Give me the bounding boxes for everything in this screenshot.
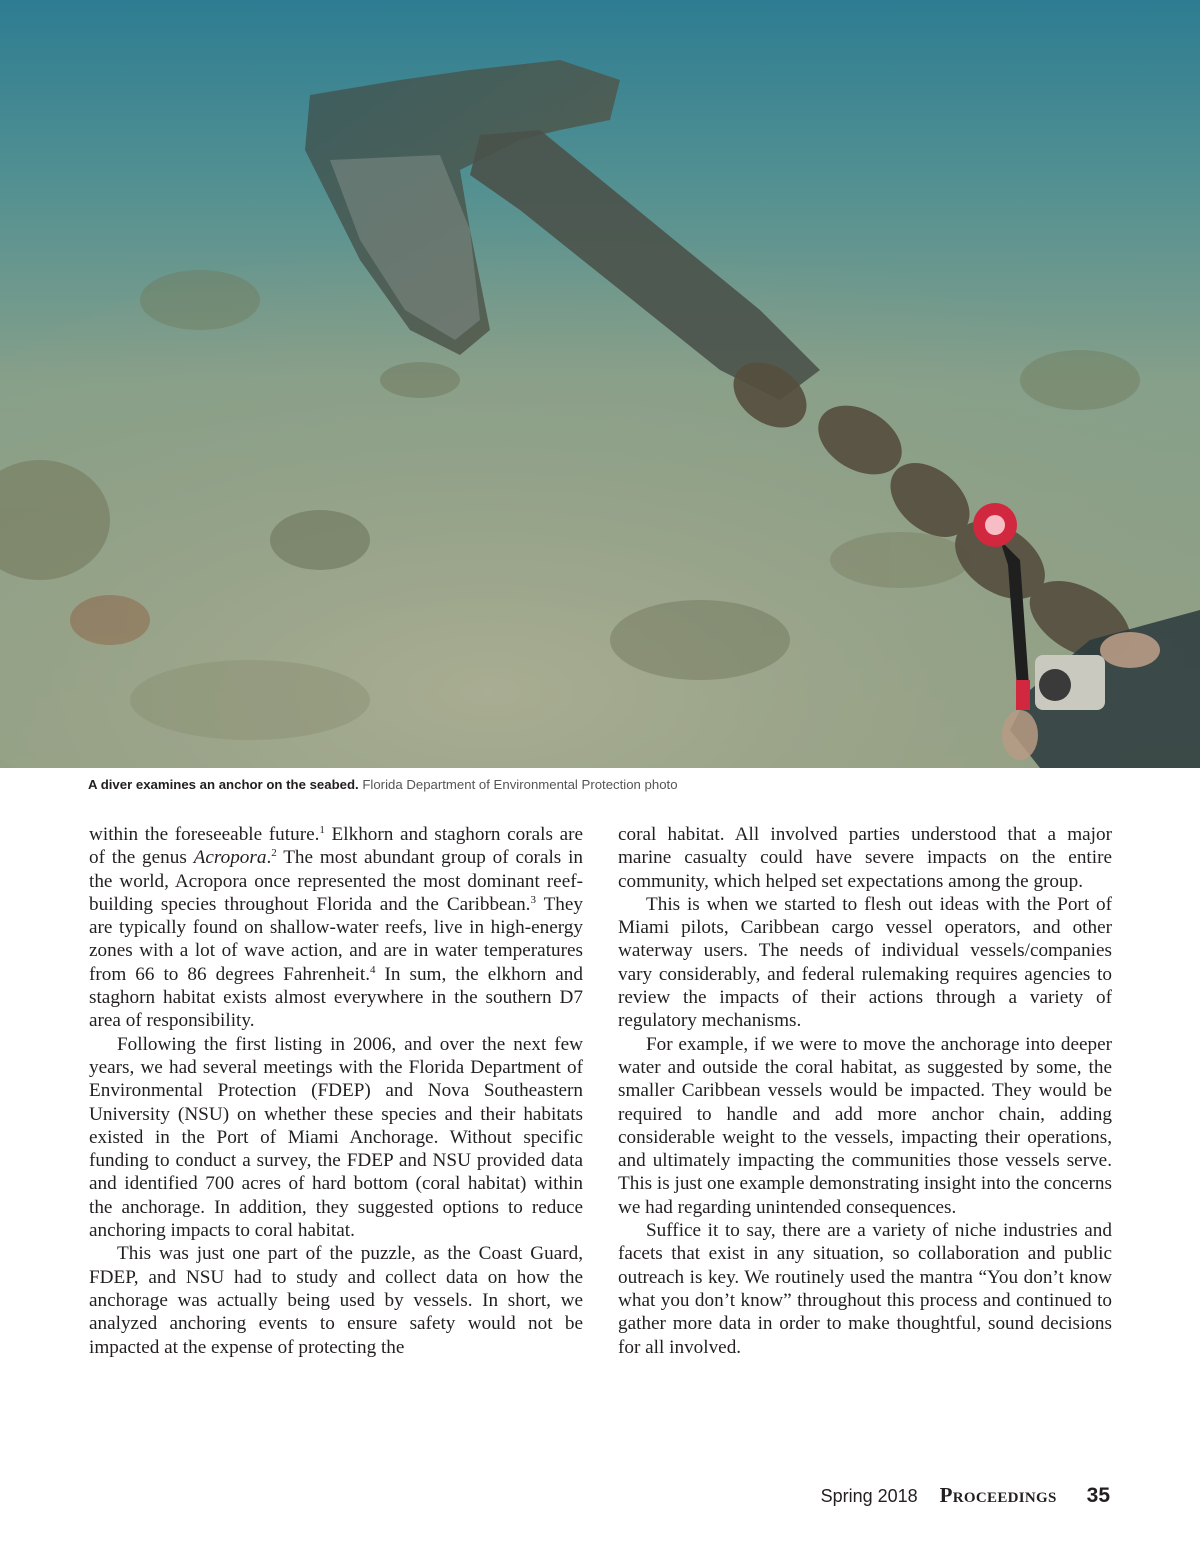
left-paragraph-2: Following the first listing in 2006, and over the next few years, we had several meetings with the Florida Department of Environmental Protection (FDEP) and Nova Southeastern University (NSU) on whether these species and their habitats existed in the Port of Miami Anchorage. Without specific funding to conduct a survey, the FDEP and NSU provided data and identified 700 acres of hard bottom (coral habitat) within the anchorage. In addition, they suggested options to reduce anchoring impacts to coral habitat. xyxy=(89,1033,583,1242)
text-run: Elkhorn and staghorn corals are of the genus xyxy=(89,824,584,869)
text-run: The most abundant group of corals in the world, Acropora once represented the most dominant reef-building species throughout Florida and the Caribbean. xyxy=(89,847,583,915)
footnote-ref: 1 xyxy=(319,824,325,836)
text-run: They are typically found on shallow-water reefs, live in high-energy zones with a lot of wave action, and are in water temperatures from 66 to 86 degrees Fahrenheit. xyxy=(89,893,584,985)
right-paragraph-2: This is when we started to flesh out ideas with the Port of Miami pilots, Caribbean cargo vessel operators, and other waterway users. The needs of individual vessels/companies vary considerably, and federal rulemaking requires agencies to review the impacts of their actions through a variety of regulatory mechanisms. xyxy=(618,893,1112,1032)
diver-hand xyxy=(1100,632,1160,668)
page-footer xyxy=(821,1483,1110,1507)
publication-name: Proceedings xyxy=(939,1483,1057,1507)
camera-lens xyxy=(1039,669,1071,701)
footnote-ref: 3 xyxy=(530,893,536,906)
camera-red-grip xyxy=(1016,680,1030,710)
right-column xyxy=(618,823,1112,1359)
left-paragraph-1 xyxy=(89,823,583,1033)
issue-date: Spring 2018 xyxy=(820,1486,918,1506)
text-run: . xyxy=(266,847,272,869)
right-paragraph-1: coral habitat. All involved parties understood that a major marine casualty could have severe impacts on the entire community, which helped set expectations among the group. xyxy=(618,824,1112,892)
left-column xyxy=(89,823,583,1359)
page-number: 35 xyxy=(1086,1484,1110,1507)
text-run: within the foreseeable future. xyxy=(89,824,320,845)
anchor-photo xyxy=(0,0,1200,768)
caption-text: A diver examines an anchor on the seabed. xyxy=(88,777,359,792)
diver-hand-left xyxy=(1002,710,1038,760)
right-paragraph-4: Suffice it to say, there are a variety of niche industries and facets that exist in any situation, so collaboration and public outreach is key. We routinely used the mantra “You don’t know what you don’t know” throughout this process and continued to gather more data in order to make thoughtful, sound decisions for all involved. xyxy=(618,1220,1112,1358)
figure-caption xyxy=(88,777,1148,793)
footnote-ref: 4 xyxy=(370,963,376,976)
text-run: In sum, the elkhorn and staghorn habitat exists almost everywhere in the southern D7 area of responsibility. xyxy=(89,963,583,1032)
genus-name: Acropora xyxy=(193,847,267,869)
photo-credit: Florida Department of Environmental Protection photo xyxy=(362,777,678,792)
footnote-ref: 2 xyxy=(271,847,277,860)
right-paragraph-3: For example, if we were to move the anchorage into deeper water and outside the coral habitat, as suggested by some, the smaller Caribbean vessels would be impacted. They would be required to handle and add more anchor chain, adding considerable weight to the vessels, impacting their operations, and ultimately impacting the communities those vessels serve. This is just one example demonstrating insight into the concerns we had regarding unintended consequences. xyxy=(618,1033,1112,1218)
left-paragraph-3: This was just one part of the puzzle, as the Coast Guard, FDEP, and NSU had to study and collect data on how the anchorage was actually being used by vessels. In short, we analyzed anchoring events to ensure safety would not be impacted at the expense of protecting the xyxy=(89,1243,583,1358)
anchor-photo-illustration xyxy=(0,0,1200,768)
